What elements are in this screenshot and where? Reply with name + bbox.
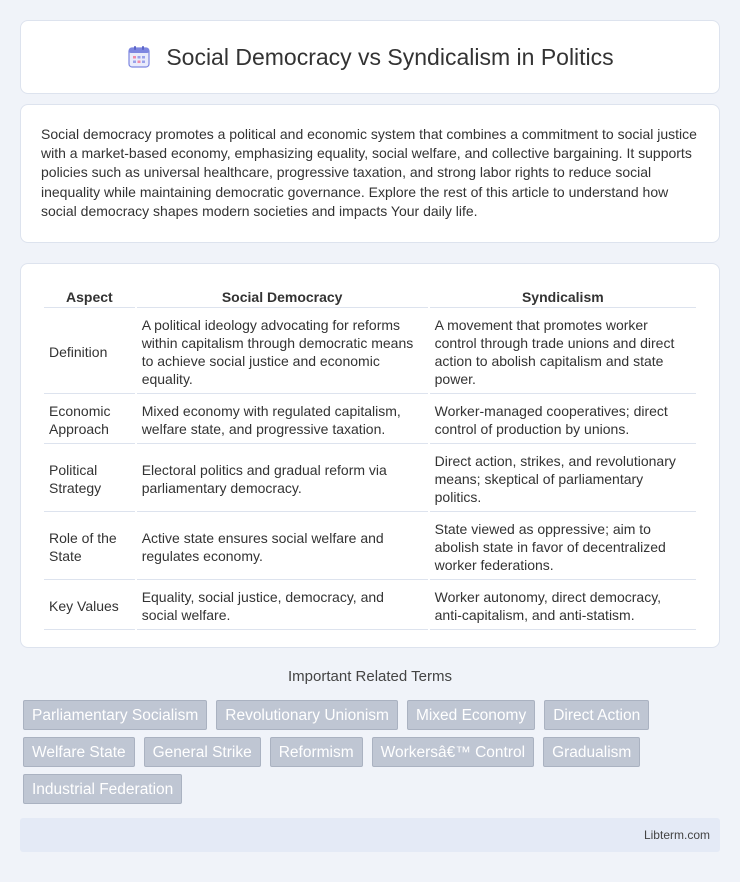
aspect-cell: Role of the State [44, 514, 135, 580]
syndicalism-cell: Worker autonomy, direct democracy, anti-capitalism, and anti-statism. [430, 582, 696, 630]
syndicalism-cell: State viewed as oppressive; aim to abolish state in favor of decentralized worker federations. [430, 514, 696, 580]
page-title: Social Democracy vs Syndicalism in Politics [166, 43, 614, 70]
social-democracy-cell: Active state ensures social welfare and regulates economy. [137, 514, 428, 580]
related-term-tag[interactable]: Mixed Economy [407, 700, 535, 730]
related-term-tag[interactable]: Workersâ€™ Control [372, 737, 534, 767]
table-row [44, 396, 696, 444]
calendar-icon [126, 44, 152, 70]
table-header-row [44, 286, 696, 308]
related-terms-list [20, 700, 720, 804]
syndicalism-cell: A movement that promotes worker control through trade unions and direct action to abolish capitalism and state power. [430, 310, 696, 394]
aspect-cell: Definition [44, 310, 135, 394]
related-term-tag[interactable]: Direct Action [544, 700, 649, 730]
related-term-tag[interactable]: Welfare State [23, 737, 135, 767]
related-term-tag[interactable]: Industrial Federation [23, 774, 182, 804]
footer [20, 818, 720, 852]
table-row [44, 514, 696, 580]
intro-paragraph: Social democracy promotes a political and economic system that combines a commitment to social justice with a market-based economy, emphasizing equality, social welfare, and collective bargaining. It supports policies such as universal healthcare, progressive taxation, and strong labor rights to reduce social inequality while maintaining democratic governance. Explore the rest of this article to understand how social democracy shapes modern societies and impacts Your daily life. [41, 126, 697, 219]
table-row [44, 582, 696, 630]
table-row [44, 446, 696, 512]
footer-site-link[interactable]: Libterm.com [643, 828, 710, 842]
aspect-cell: Political Strategy [44, 446, 135, 512]
social-democracy-cell: Equality, social justice, democracy, and social welfare. [137, 582, 428, 630]
related-term-tag[interactable]: Gradualism [543, 737, 640, 767]
social-democracy-cell: A political ideology advocating for reforms within capitalism through democratic means to achieve social justice and economic equality. [137, 310, 428, 394]
syndicalism-cell: Worker-managed cooperatives; direct control of production by unions. [430, 396, 696, 444]
aspect-cell: Key Values [44, 582, 135, 630]
title-card [20, 20, 720, 94]
comparison-table [42, 284, 698, 632]
related-term-tag[interactable]: General Strike [144, 737, 261, 767]
related-term-tag[interactable]: Revolutionary Unionism [216, 700, 398, 730]
header-aspect: Aspect [44, 286, 135, 308]
intro-card [20, 104, 720, 243]
related-term-tag[interactable]: Reformism [270, 737, 363, 767]
table-row [44, 310, 696, 394]
header-social-democracy: Social Democracy [137, 286, 428, 308]
related-term-tag[interactable]: Parliamentary Socialism [23, 700, 207, 730]
syndicalism-cell: Direct action, strikes, and revolutionary means; skeptical of parliamentary politics. [430, 446, 696, 512]
comparison-table-card [20, 263, 720, 648]
aspect-cell: Economic Approach [44, 396, 135, 444]
social-democracy-cell: Mixed economy with regulated capitalism, welfare state, and progressive taxation. [137, 396, 428, 444]
header-syndicalism: Syndicalism [430, 286, 696, 308]
social-democracy-cell: Electoral politics and gradual reform via parliamentary democracy. [137, 446, 428, 512]
related-terms-heading: Important Related Terms [288, 668, 452, 685]
